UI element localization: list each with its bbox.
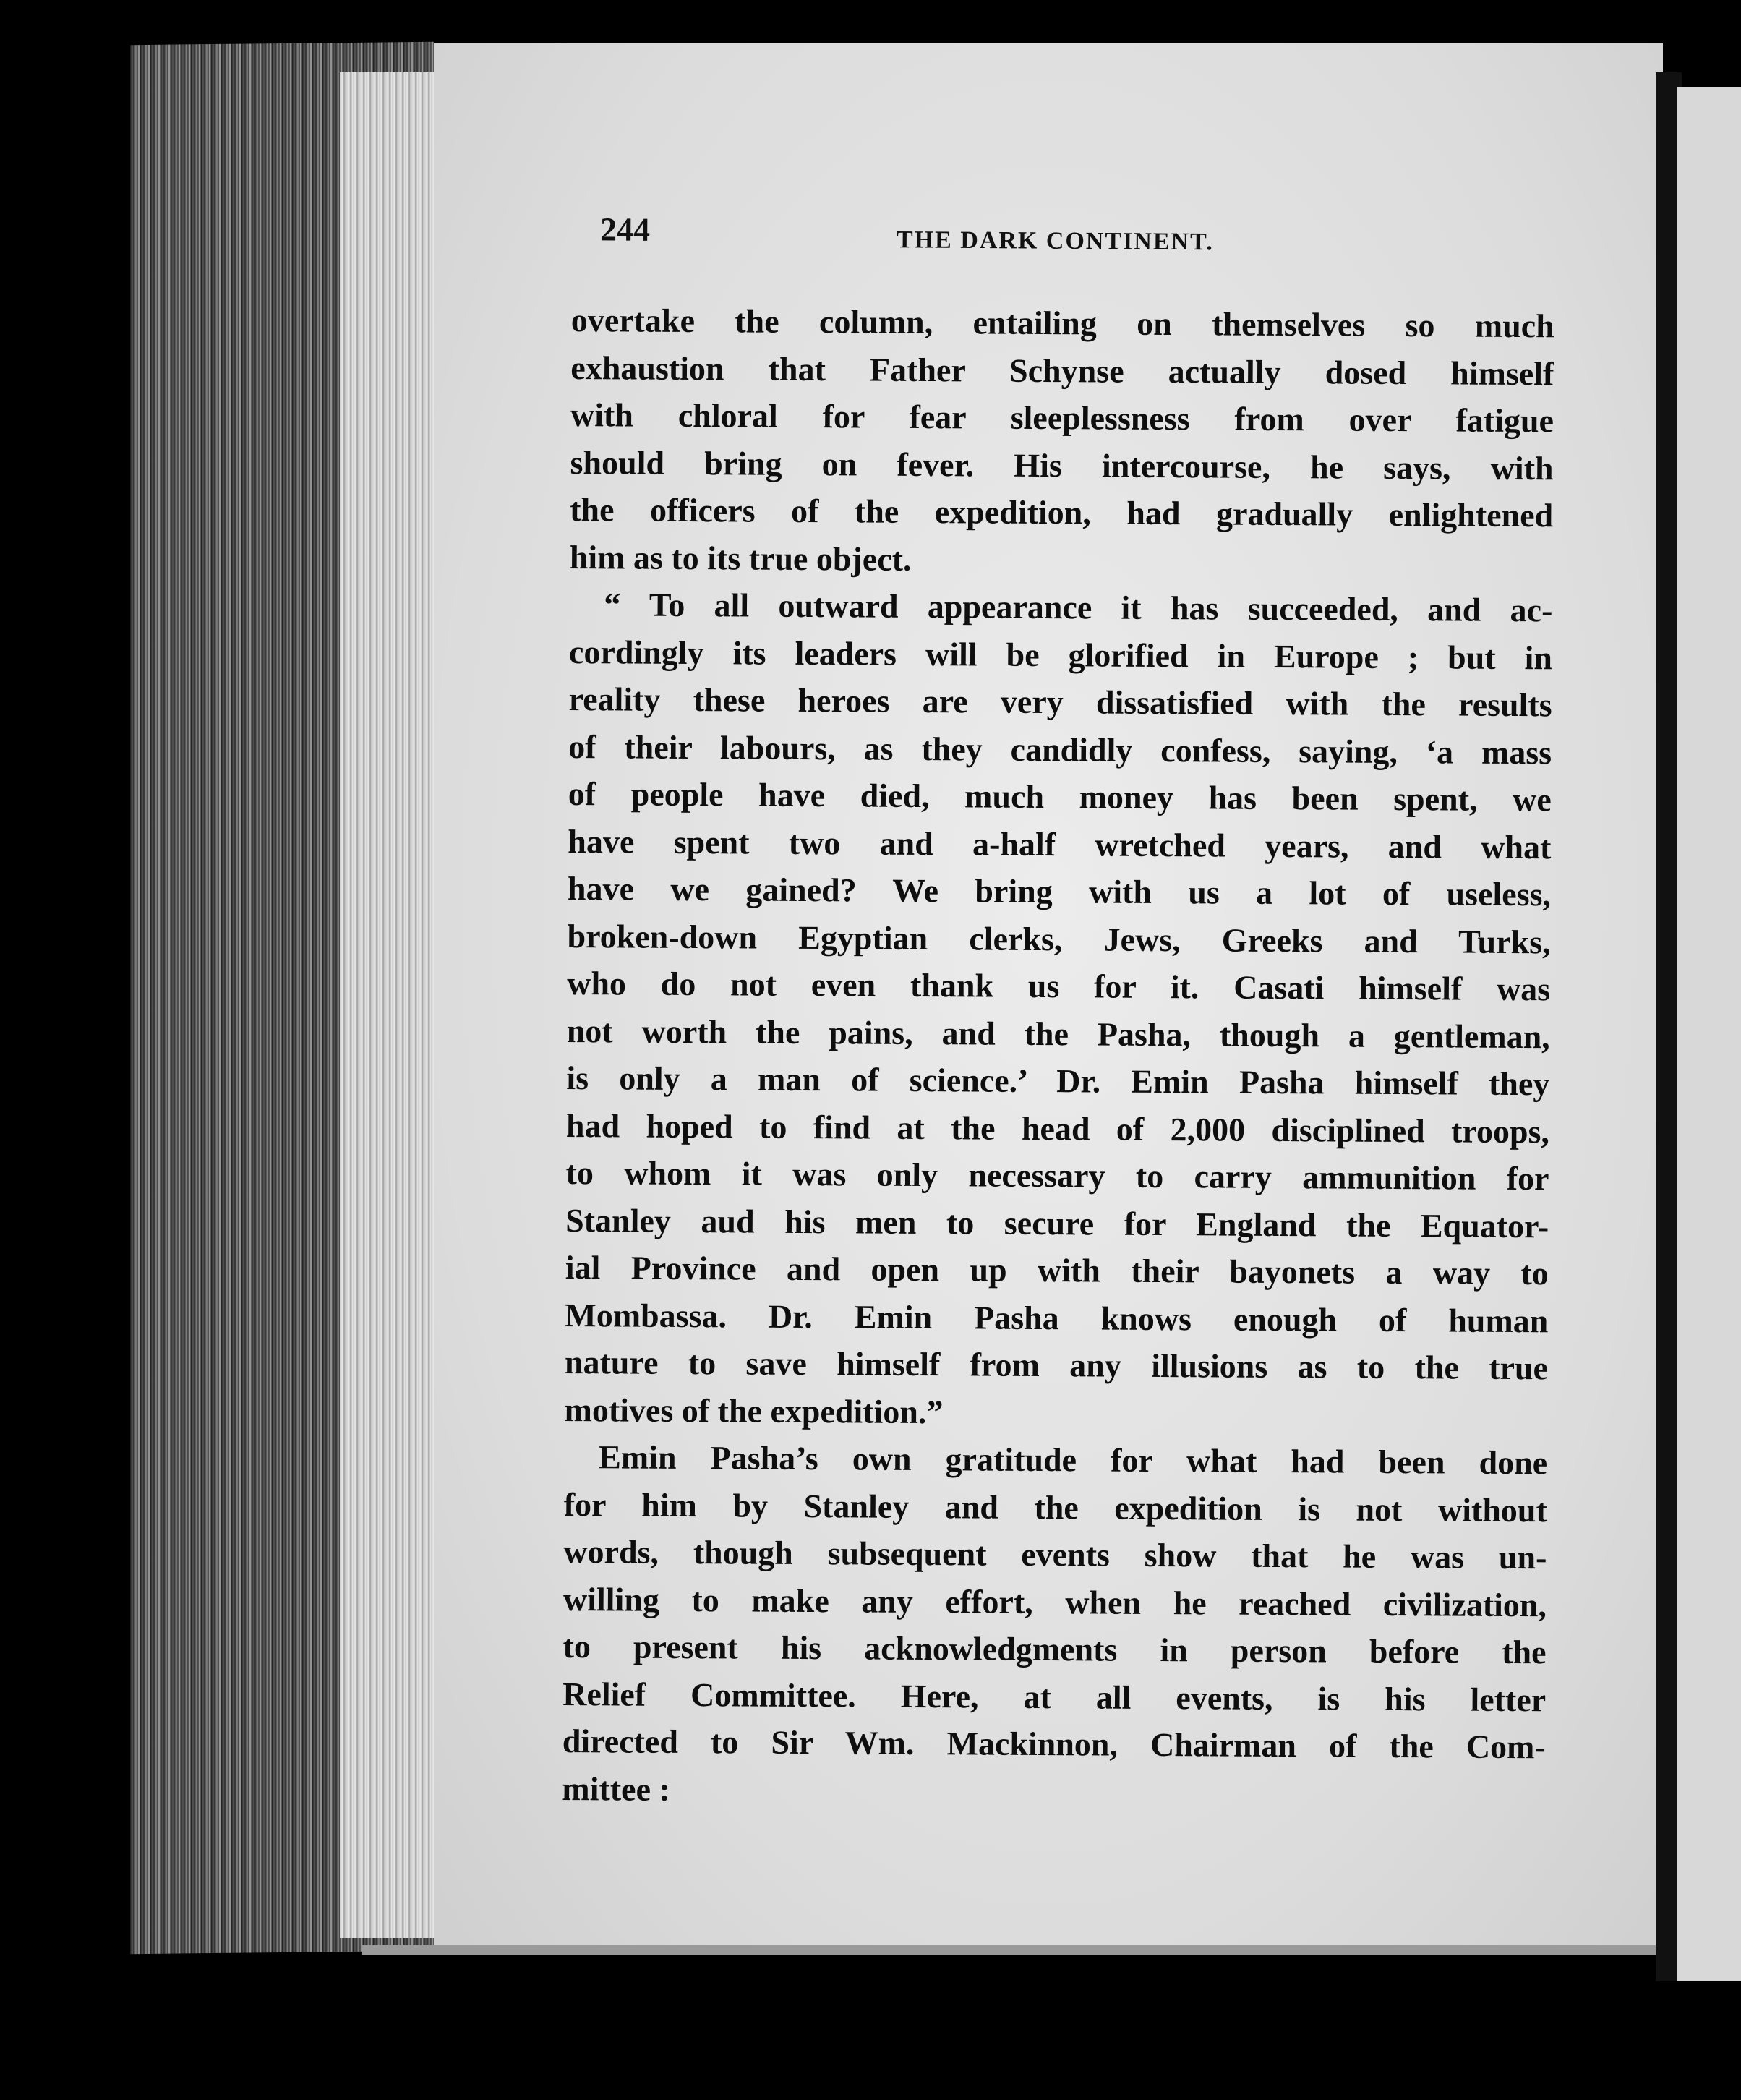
running-title: THE DARK CONTINENT. (896, 226, 1214, 256)
text-line: mittee : (562, 1770, 670, 1808)
facing-page (1677, 87, 1741, 1981)
text-line: should bring on fever. His intercourse, he says, with (570, 443, 1554, 487)
text-line: for him by Stanley and the expedition is not without (563, 1485, 1547, 1529)
page-header (600, 210, 1554, 267)
text-line: the officers of the expedition, had gradually enlightened (570, 490, 1554, 534)
book-inner-edges (340, 72, 448, 1938)
text-line: cordingly its leaders will be glorified in Europe ; but in (568, 633, 1553, 676)
text-line: who do not even thank us for it. Casati himself was (567, 964, 1551, 1008)
text-line: of their labours, as they candidly confess, saying, ‘a mass (568, 727, 1552, 771)
text-line: not worth the pains, and the Pasha, though a gentleman, (566, 1012, 1550, 1055)
paragraph (570, 296, 1554, 586)
text-line: to whom it was only necessary to carry ammunition for (565, 1153, 1549, 1198)
text-line: words, though subsequent events show that he was un- (563, 1532, 1547, 1576)
text-line: Emin Pasha’s own gratitude for what had been done (599, 1438, 1548, 1482)
text-line: Stanley aud his men to secure for England the Equator- (565, 1201, 1549, 1245)
paragraph (562, 1433, 1547, 1818)
text-line: is only a man of science.’ Dr. Emin Pasha himself they (566, 1059, 1550, 1103)
text-line: had hoped to find at the head of 2,000 disciplined troops, (565, 1106, 1550, 1150)
text-line: willing to make any effort, when he reached civilization, (562, 1580, 1547, 1623)
text-line: overtake the column, entailing on themselves so much (570, 301, 1554, 345)
text-line: motives of the expedition.” (564, 1391, 944, 1430)
text-line: have we gained? We bring with us a lot of useless, (567, 869, 1552, 913)
text-line: have spent two and a-half wretched years, and what (568, 822, 1552, 866)
text-line: exhaustion that Father Schynse actually dosed himself (570, 349, 1554, 392)
text-line: reality these heroes are very dissatisfied with the results (568, 680, 1552, 724)
text-line: Mombassa. Dr. Emin Pasha knows enough of human (565, 1296, 1549, 1339)
body-text (562, 296, 1554, 1818)
page-bottom-edge (362, 1945, 1663, 1955)
text-line: directed to Sir Wm. Mackinnon, Chairman of the Com- (562, 1722, 1546, 1766)
text-line: “ To all outward appearance it has succeeded, and ac- (604, 586, 1553, 629)
text-line: of people have died, much money has been spent, we (568, 774, 1552, 819)
text-line: ial Province and open up with their bayonets a way to (565, 1248, 1549, 1292)
text-line: Relief Committee. Here, at all events, is his letter (562, 1675, 1547, 1718)
paragraph (564, 581, 1552, 1439)
text-line: with chloral for fear sleeplessness from over fatigue (570, 396, 1554, 440)
text-line: nature to save himself from any illusions as to the true (564, 1343, 1549, 1387)
text-line: broken-down Egyptian clerks, Jews, Greeks and Turks, (567, 917, 1551, 960)
text-line: him as to its true object. (569, 538, 912, 578)
text-line: to present his acknowledgments in person before the (562, 1627, 1547, 1671)
page-number: 244 (599, 210, 651, 248)
